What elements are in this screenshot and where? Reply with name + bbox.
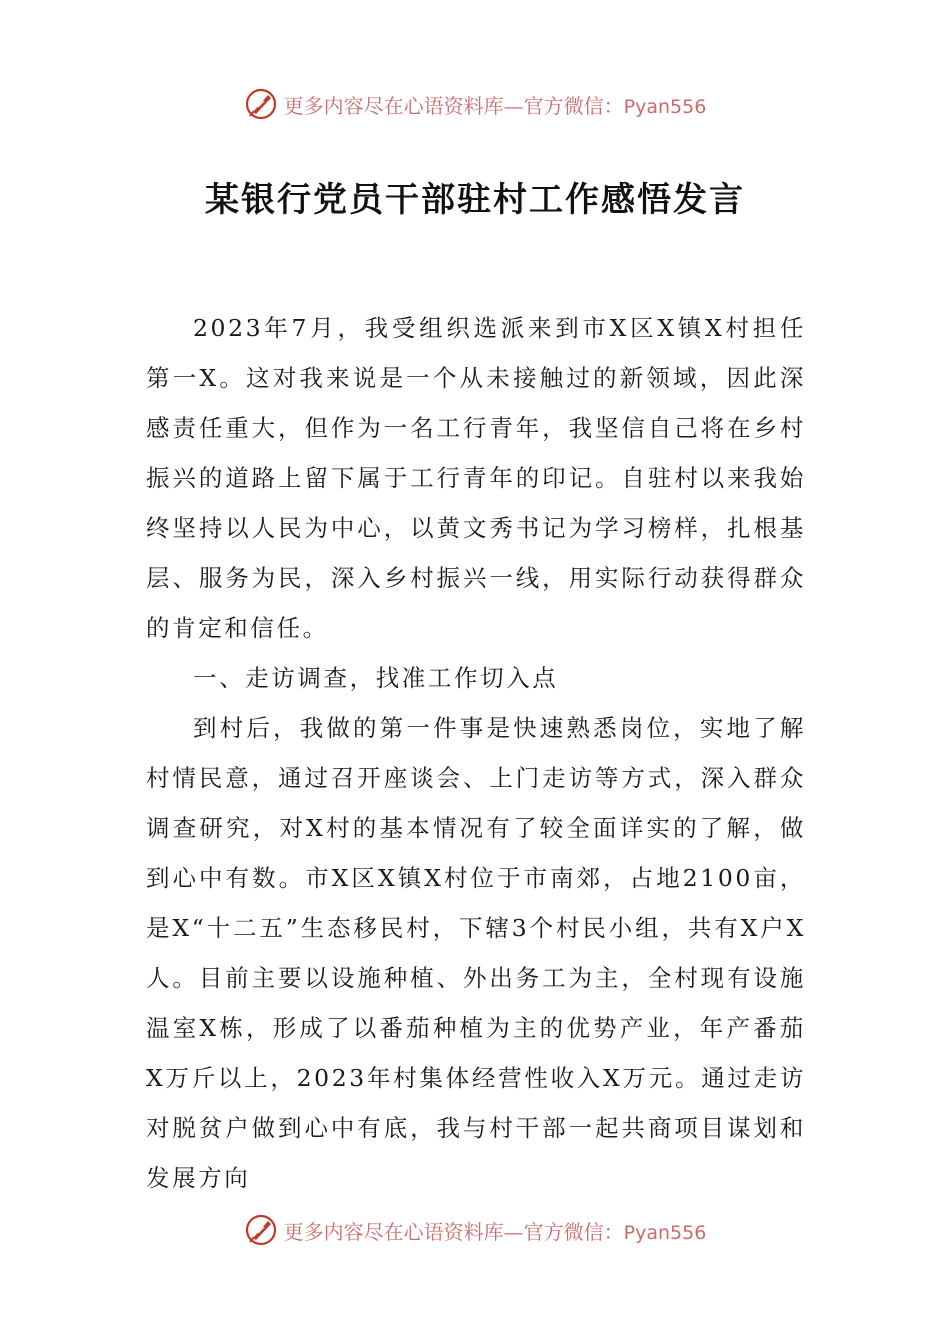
body-paragraph-2: 到村后，我做的第一件事是快速熟悉岗位，实地了解村情民意，通过召开座谈会、上门走访等方式，深入群众调查研究，对X村的基本情况有了较全面详实的了解，做到心中有数。市X区X镇X村位于市南郊，占地2100亩，是X“十二五”生态移民村，下辖3个村民小组，共有X户X人。目前主要以设施种植、外出务工为主，全村现有设施温室X栋，形成了以番茄种植为主的优势产业，年产番茄X万斤以上，2023年村集体经营性收入X万元。通过走访对脱贫户做到心中有底，我与村干部一起共商项目谋划和发展方向 [146, 714, 806, 1192]
watermark-header [0, 84, 950, 124]
section-heading-1: 一、走访调查，找准工作切入点 [193, 664, 559, 692]
watermark-label: 更多内容尽在心语资料库—官方微信： [283, 93, 624, 118]
watermark-footer [0, 1210, 950, 1250]
document-body [146, 303, 806, 1203]
watermark-wechat-id: Pyan556 [623, 1221, 707, 1244]
body-paragraph-1: 2023年7月，我受组织选派来到市X区X镇X村担任第一X。这对我来说是一个从未接触过的新领域，因此深感责任重大，但作为一名工行青年，我坚信自己将在乡村振兴的道路上留下属于工行青年的印记。自驻村以来我始终坚持以人民为中心，以黄文秀书记为学习榜样，扎根基层、服务为民，深入乡村振兴一线，用实际行动获得群众的肯定和信任。 [146, 314, 806, 642]
watermark-label: 更多内容尽在心语资料库—官方微信： [283, 1219, 624, 1244]
quill-pen-circle-icon [244, 1213, 278, 1247]
watermark-text [284, 1216, 707, 1245]
watermark-text [284, 90, 707, 119]
watermark-wechat-id: Pyan556 [623, 95, 707, 118]
quill-pen-circle-icon [244, 87, 278, 121]
document-title: 某银行党员干部驻村工作感悟发言 [205, 180, 745, 220]
